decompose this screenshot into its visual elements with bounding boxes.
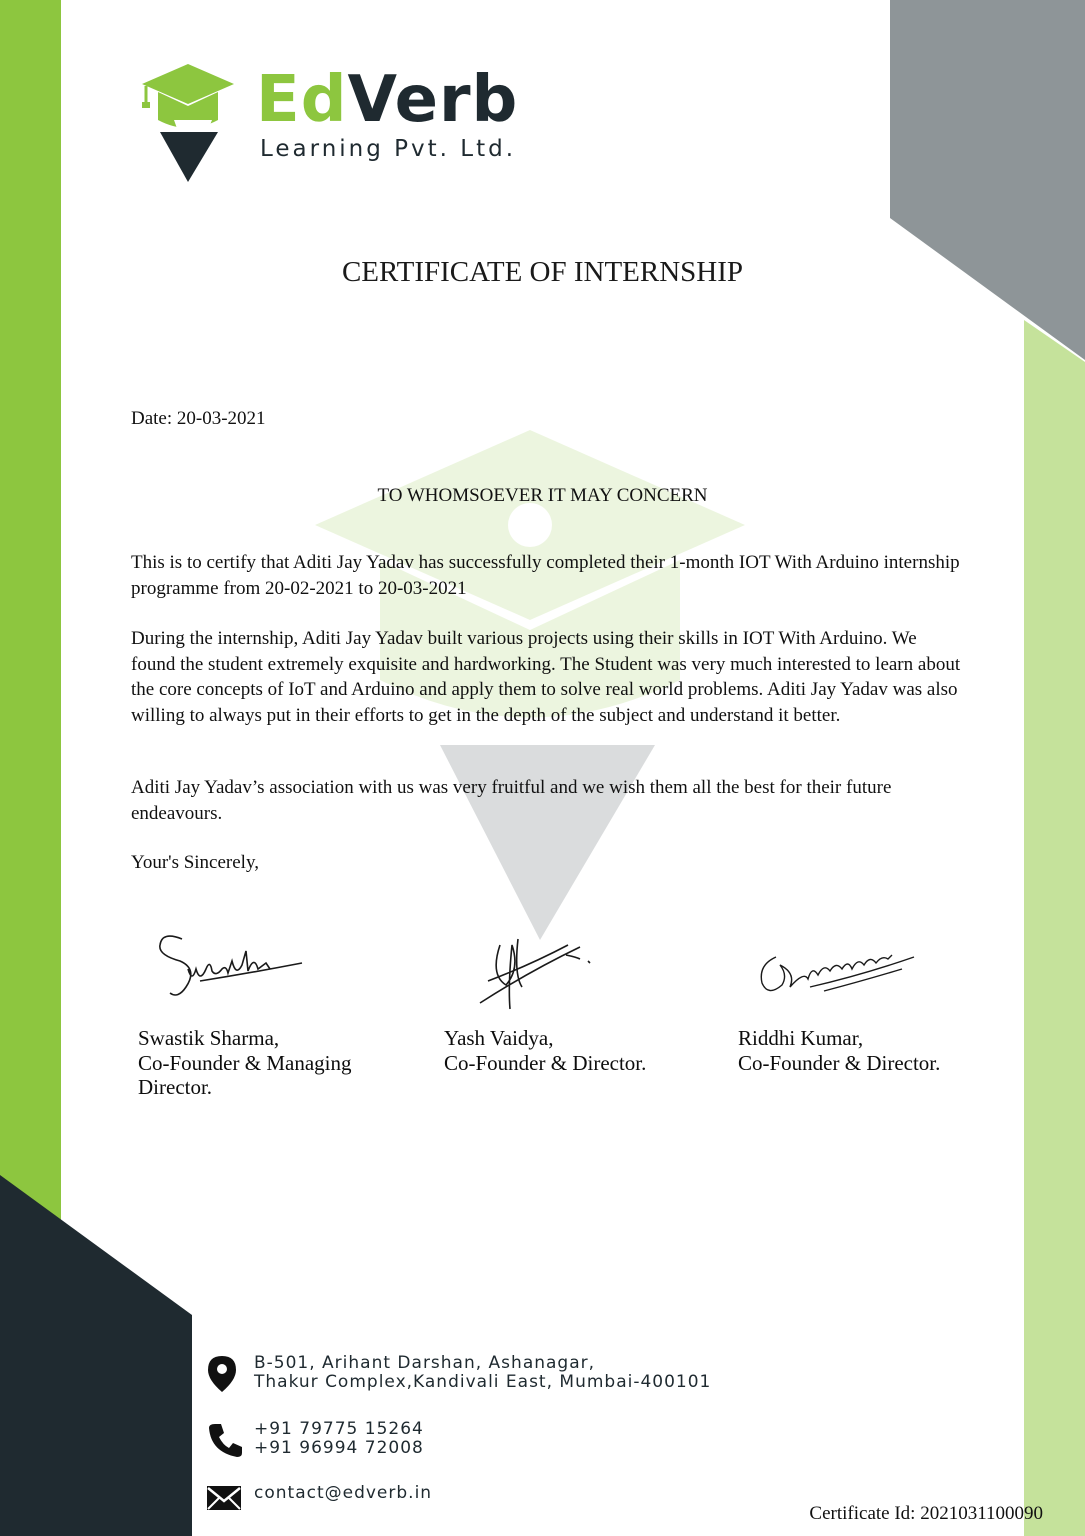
footer-email[interactable]: contact@edverb.in — [254, 1483, 433, 1503]
signatory-1 — [138, 1026, 351, 1100]
footer-phones — [254, 1420, 424, 1458]
signatory-1-name: Swastik Sharma, — [138, 1026, 280, 1050]
phone-2[interactable]: +91 96994 72008 — [254, 1438, 424, 1458]
issue-date: Date: 20-03-2021 — [131, 408, 266, 429]
phone-1[interactable]: +91 79775 15264 — [254, 1419, 424, 1439]
brand-name — [256, 63, 519, 137]
signatory-2 — [444, 1026, 646, 1075]
signatory-2-role: Co-Founder & Director. — [444, 1050, 647, 1075]
brand-name-ed: Ed — [256, 63, 348, 137]
signatory-1-role-cont: Director. — [138, 1075, 213, 1099]
certificate-title: CERTIFICATE OF INTERNSHIP — [341, 256, 744, 288]
signature-yash — [470, 925, 600, 1015]
footer-address — [254, 1354, 711, 1392]
brand-name-verb: Verb — [347, 63, 519, 137]
body-paragraph-2: During the internship, Aditi Jay Yadav built various projects using their skills in IOT With Arduino. We found the student extremely exquisite and hardworking. The Student was very much interested to learn about the core concepts of IoT and Arduino and apply them to solve real world problems. Aditi Jay Yadav was also willing to always put in their efforts to get in the depth of the subject and understand it better. — [131, 628, 961, 726]
signatory-2-name: Yash Vaidya, — [444, 1026, 554, 1050]
signatory-3-name: Riddhi Kumar, — [738, 1026, 864, 1050]
location-pin-icon — [205, 1354, 239, 1394]
signatory-1-role: Co-Founder & Managing — [138, 1050, 352, 1075]
closing-line: Your's Sincerely, — [131, 852, 259, 873]
signature-swastik — [150, 925, 310, 1005]
body-paragraph-3: Aditi Jay Yadav’s association with us was very fruitful and we wish them all the best for their future endeavours. — [131, 777, 892, 824]
top-right-gray-block — [890, 0, 1085, 360]
mail-icon — [205, 1484, 243, 1512]
signature-riddhi — [752, 935, 922, 1005]
edverb-logo-icon — [138, 62, 238, 184]
phone-icon — [205, 1420, 245, 1460]
body-paragraph-1: This is to certify that Aditi Jay Yadav has successfully completed their 1-month IOT With Arduino internship programme from 20-02-2021 to 20-03-2021 — [131, 552, 960, 599]
left-green-bar — [0, 0, 61, 1220]
brand-subtitle: Learning Pvt. Ltd. — [260, 136, 517, 162]
address-line-2: Thakur Complex,Kandivali East, Mumbai-400101 — [254, 1372, 712, 1392]
signatory-3-role: Co-Founder & Director. — [738, 1050, 941, 1075]
signatory-3 — [738, 1026, 940, 1075]
address-line-1: B-501, Arihant Darshan, Ashanagar, — [254, 1353, 596, 1373]
salutation: TO WHOMSOEVER IT MAY CONCERN — [377, 485, 708, 506]
certificate-id: Certificate Id: 2021031100090 — [809, 1503, 1043, 1524]
bottom-left-dark-block — [0, 1175, 192, 1536]
